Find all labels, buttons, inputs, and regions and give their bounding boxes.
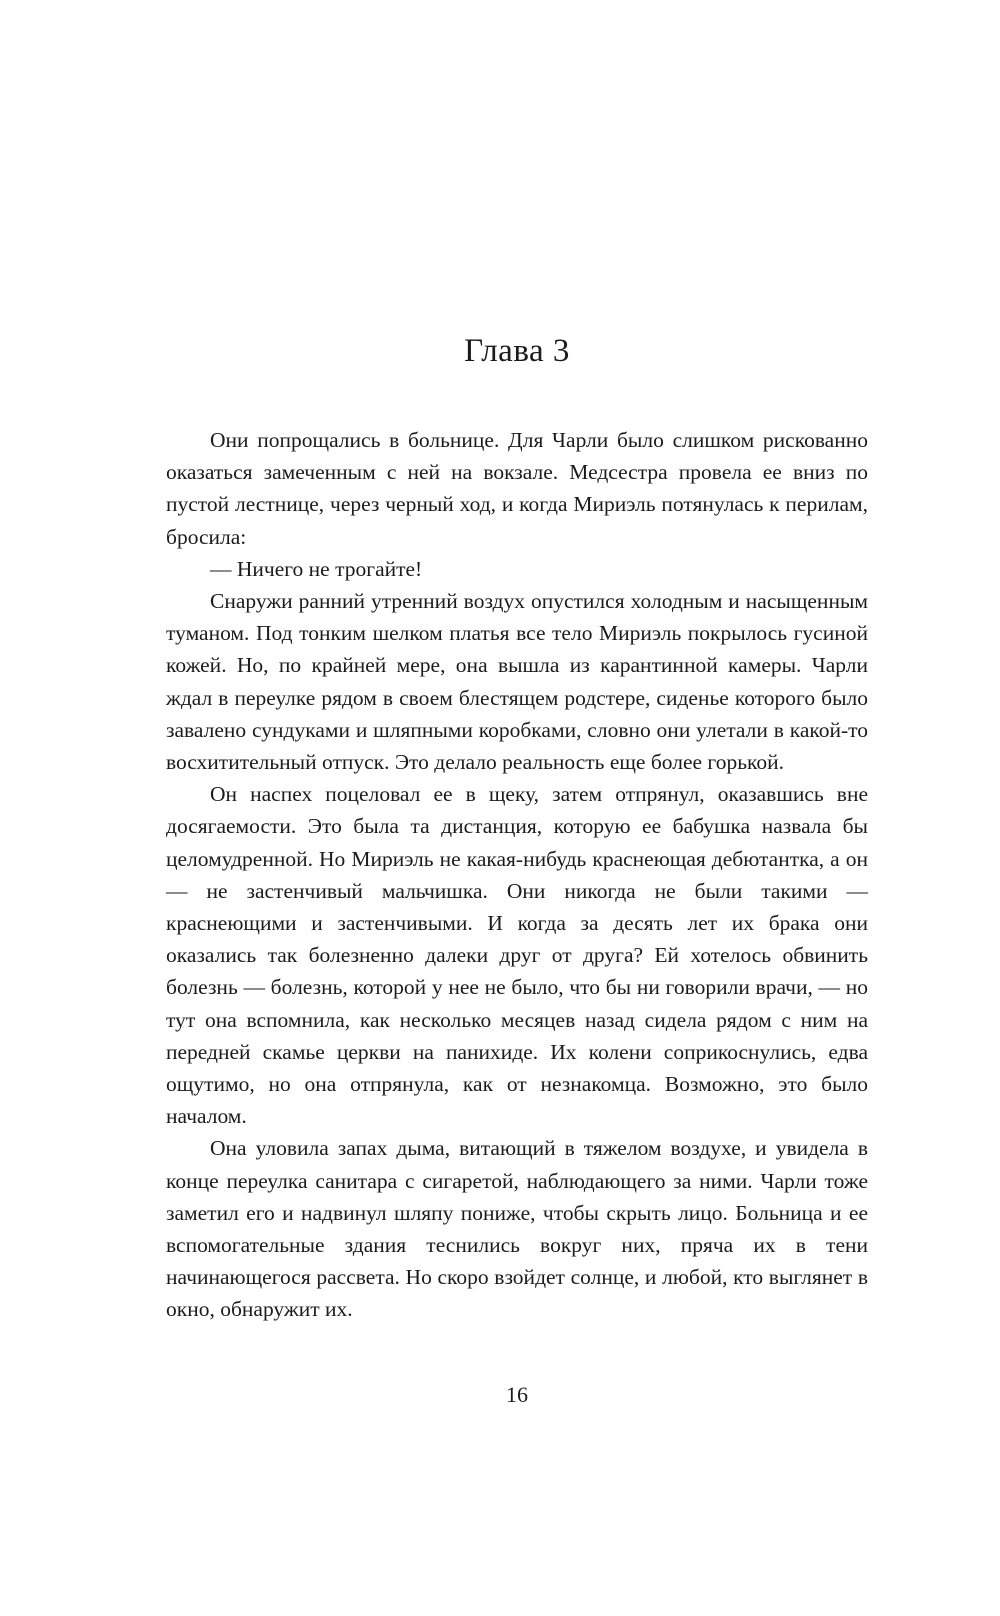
paragraph: Она уловила запах дыма, витающий в тяжелом воздухе, и увидела в конце переулка санитара с сигаретой, наблюдающего за ними. Чарли тоже заметил его и надвинул шляпу пониже, чтобы скрыть лицо. Больница и ее вспомогательные здания теснились вокруг них, пряча их в тени начинающегося рассвета. Но скоро взойдет солнце, и любой, кто выглянет в окно, обнаружит их. bbox=[166, 1136, 868, 1322]
chapter-title: Глава 3 bbox=[464, 333, 570, 369]
paragraph: Он наспех поцеловал ее в щеку, затем отпрянул, оказавшись вне досягаемости. Это была та дистанция, которую ее бабушка назвала бы целомудренной. Но Мириэль не какая-нибудь краснеющая дебютантка, а он — не застенчивый мальчишка. Они никогда не были такими — краснеющими и застенчивыми. И когда за десять лет их брака они оказались так болезненно далеки друг от друга? Ей хотелось обвинить болезнь — болезнь, которой у нее не было, что бы ни говорили врачи, — но тут она вспомнила, как несколько месяцев назад сидела рядом с ним на передней скамье церкви на панихиде. Их колени соприкоснулись, едва ощутимо, но она отпрянула, как от незнакомца. Возможно, это было началом. bbox=[166, 782, 868, 1129]
text-block bbox=[166, 424, 868, 1326]
dialogue-line: — Ничего не трогайте! bbox=[210, 556, 423, 581]
paragraph: Они попрощались в больнице. Для Чарли было слишком рискованно оказаться замеченным с ней на вокзале. Медсестра провела ее вниз по пустой лестнице, через черный ход, и когда Мириэль потянулась к перилам, бросила: bbox=[166, 428, 868, 549]
page-number: 16 bbox=[506, 1381, 528, 1407]
paragraph: Снаружи ранний утренний воздух опустился холодным и насыщенным туманом. Под тонким шелком платья все тело Мириэль покрылось гусиной кожей. Но, по крайней мере, она вышла из карантинной камеры. Чарли ждал в переулке рядом в своем блестящем родстере, сиденье которого было завалено сундуками и шляпными коробками, словно они улетали в какой-то восхитительный отпуск. Это делало реальность еще более горькой. bbox=[166, 589, 868, 775]
